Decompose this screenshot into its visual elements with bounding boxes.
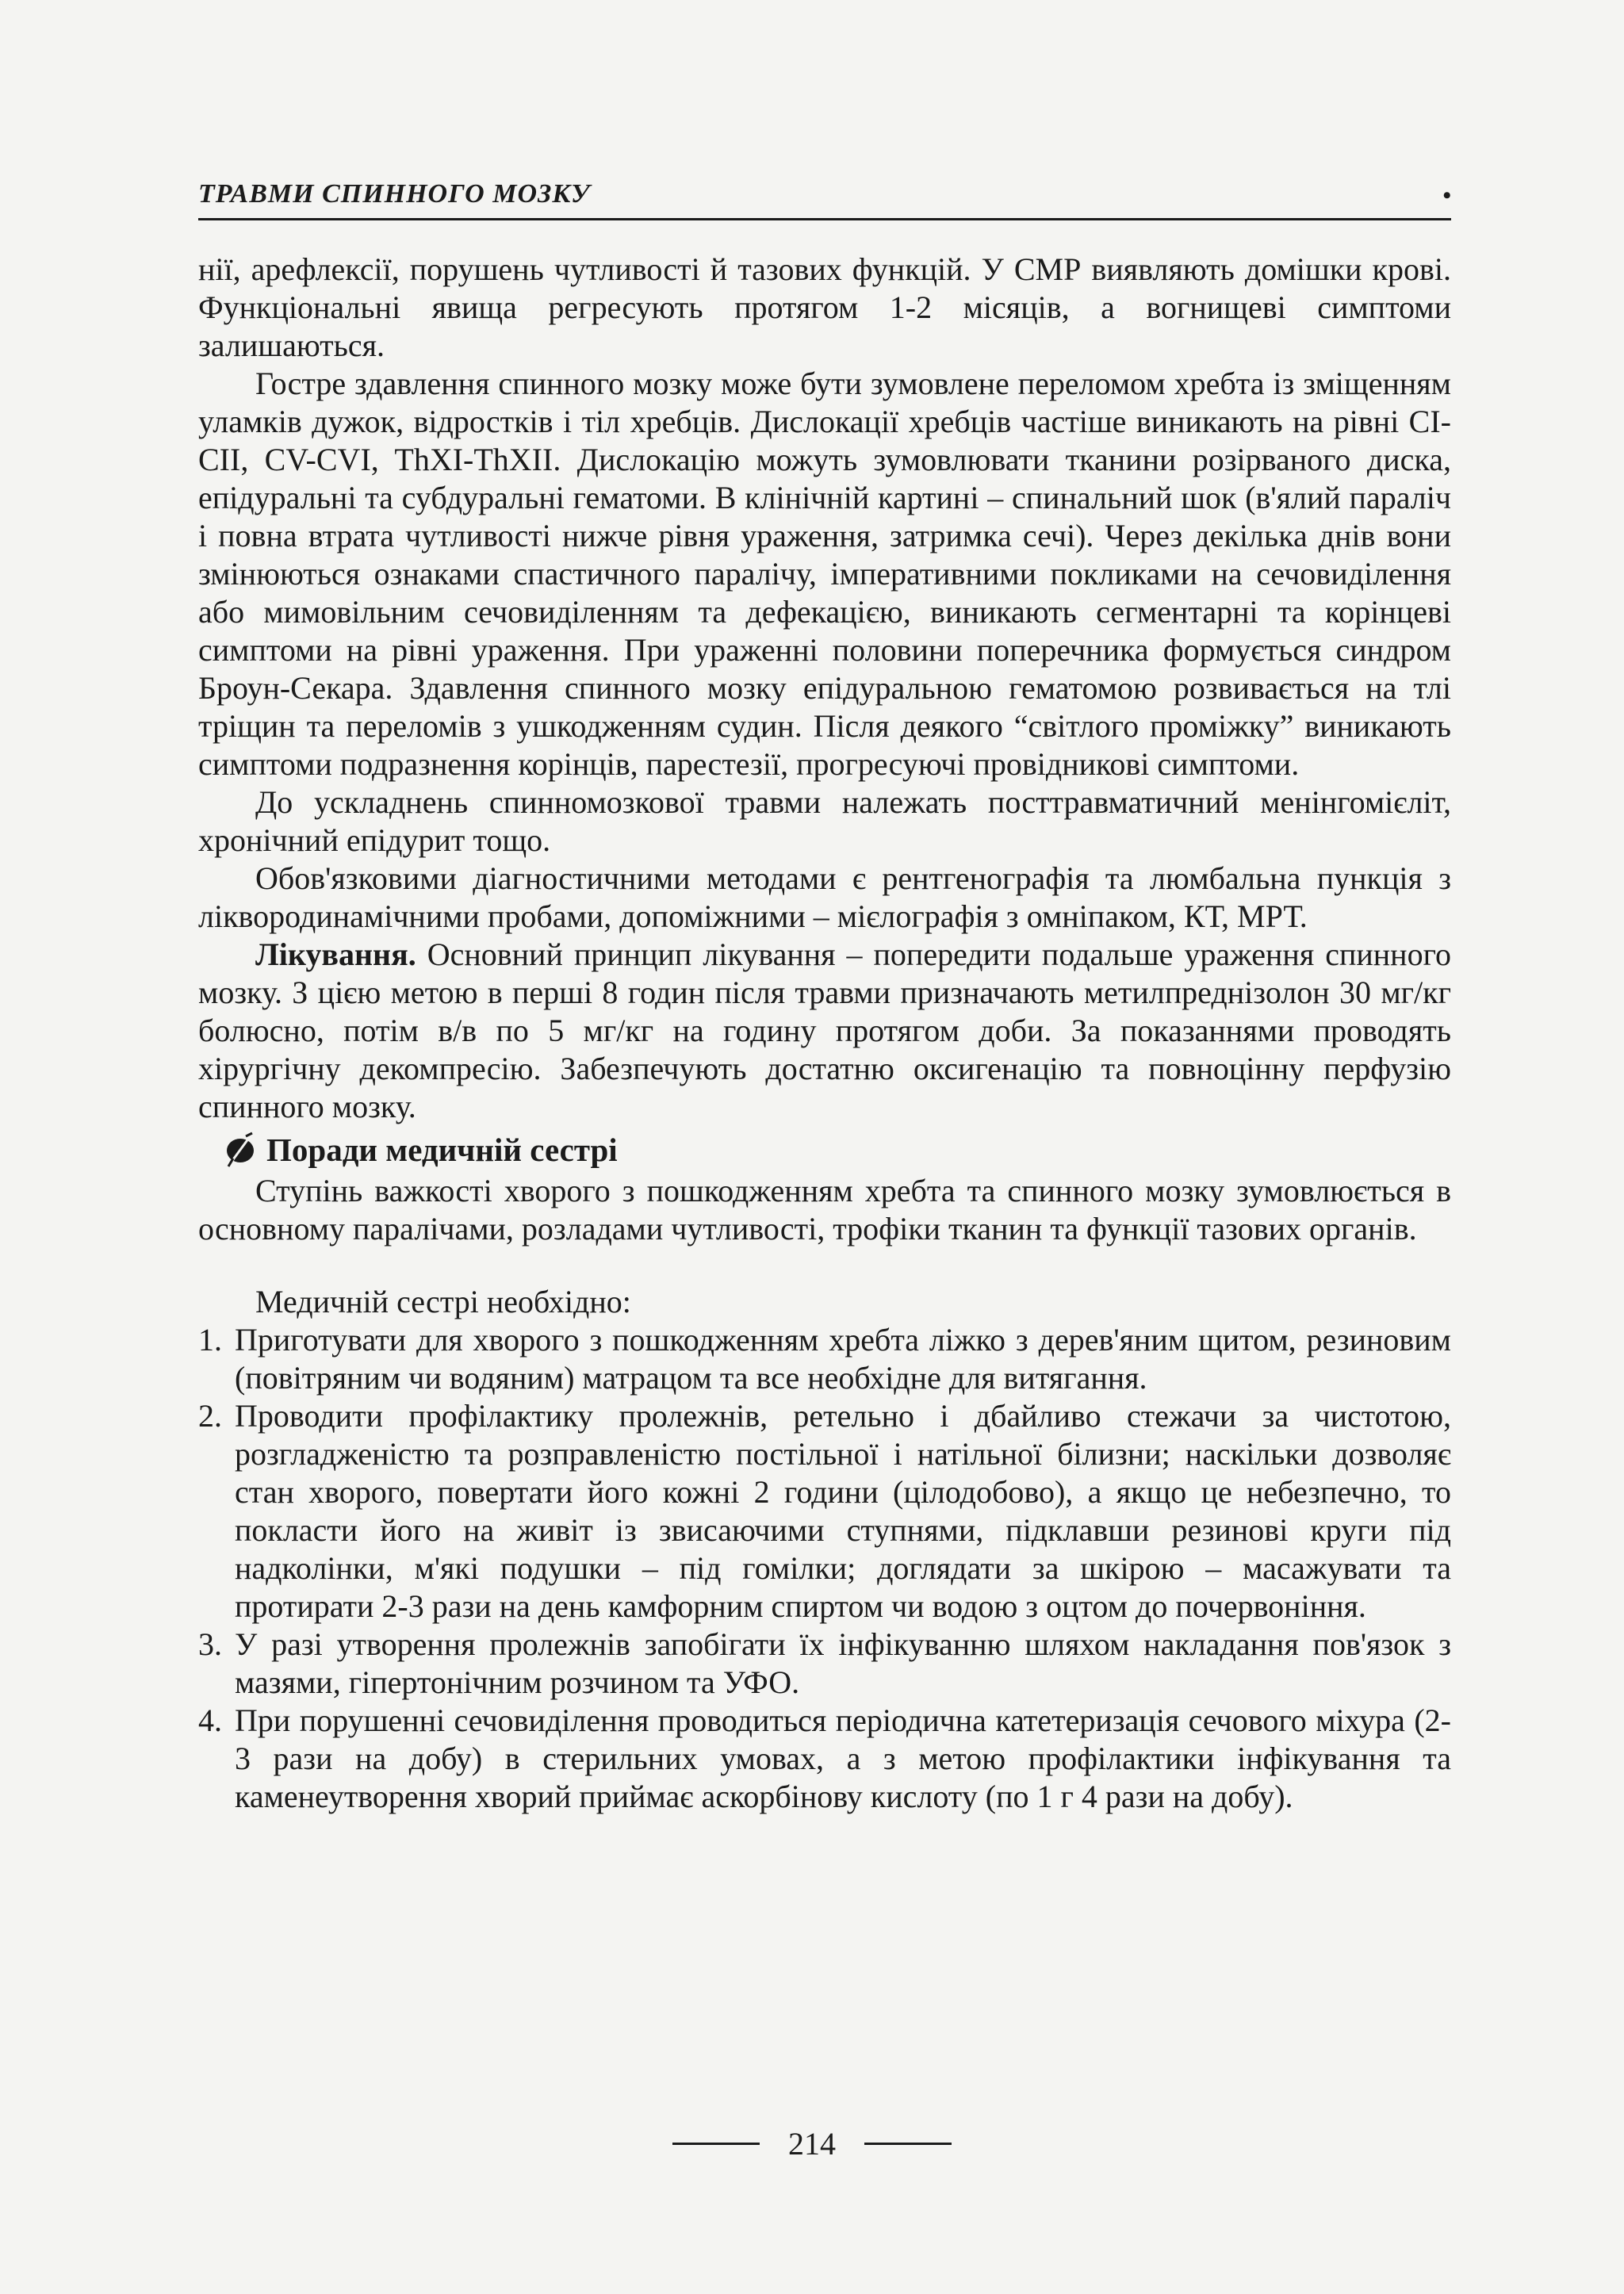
page-body	[198, 251, 1451, 1816]
paragraph-acute-compression: Гостре здавлення спинного мозку може бути зумовлене переломом хребта із зміщенням уламків дужок, відростків і тіл хребців. Дислокації хребців частіше виникають на рівні CI-CII, CV-CVI, ThXI-ThXII. Дислокацію можуть зумовлювати тканини розірваного диска, епідуральні та субдуральні гематоми. В клінічній картині – спинальний шок (в'ялий параліч і повна втрата чутливості нижче рівня ураження, затримка сечі). Через декілька днів вони змінюються ознаками спастичного паралічу, імперативними покликами на сечовиділення або мимовільним сечовиділенням та дефекацією, виникають сегментарні та корінцеві симптоми на рівні ураження. При ураженні половини поперечника формується синдром Броун-Секара. Здавлення спинного мозку епідуральною гематомою розвивається на тлі тріщин та переломів з ушкодженням судин. Після деякого “світлого проміжку” виникають симптоми подразнення корінців, парестезії, прогресуючі провідникові симптоми.	[198, 366, 1451, 782]
list-item-text: У разі утворення пролежнів запобігати їх інфікуванню шляхом накладання пов'язок з мазями, гіпертонічним розчином та УФО.	[235, 1626, 1451, 1700]
list-item	[198, 1702, 1451, 1816]
list-item-number: 2.	[198, 1398, 222, 1434]
header-rule	[198, 218, 1451, 220]
header-marker: •	[1442, 182, 1451, 209]
list-item-text: При порушенні сечовиділення проводиться періодична катетеризація сечового міхура (2-3 рази на добу) в стерильних умовах, а з метою профілактики інфікування та каменеутворення хворий приймає аскорбінову кислоту (по 1 г 4 рази на добу).	[235, 1702, 1451, 1814]
list-item-text: Приготувати для хворого з пошкодженням хребта ліжко з дерев'яним щитом, резиновим (повітряним чи водяним) матрацом та все необхідне для витягання.	[235, 1322, 1451, 1396]
footer-rule-right	[864, 2143, 952, 2145]
task-list	[198, 1321, 1451, 1816]
pen-nib-icon	[222, 1132, 259, 1168]
header-title: ТРАВМИ СПИННОГО МОЗКУ	[198, 179, 591, 209]
spacer	[198, 1248, 1451, 1283]
paragraph-continuation: нії, арефлексії, порушень чутливості й тазових функцій. У СМР виявляють домішки крові. Функціональні явища регресують протягом 1-2 місяців, а вогнищеві симптоми залишаються.	[198, 251, 1451, 363]
section-lead: Медичній сестрі необхідно:	[255, 1284, 631, 1319]
list-item-text: Проводити профілактику пролежнів, ретельно і дбайливо стежачи за чистотою, розгладженістю та розправленістю постільної і натільної білизни; наскільки дозволяє стан хворого, повертати його кожні 2 години (цілодобово), а якщо це небезпечно, то покласти його на живіт із звисаючими ступнями, підклавши резинові круги під надколінки, м'які подушки – під гомілки; доглядати за шкірою – масажувати та протирати 2-3 рази на день камфорним спиртом чи водою з оцтом до почервоніння.	[235, 1398, 1451, 1624]
list-item	[198, 1321, 1451, 1397]
treatment-text: Основний принцип лікування – попередити подальше ураження спинного мозку. З цією метою в перші 8 годин після травми призначають метилпреднізолон 30 мг/кг болюсно, потім в/в по 5 мг/кг на годину протягом доби. За показаннями проводять хірургічну декомпресію. Забезпечують достатню оксигенацію та повноцінну перфузію спинного мозку.	[198, 936, 1451, 1124]
list-item-number: 3.	[198, 1626, 222, 1662]
page-footer	[0, 2125, 1624, 2162]
paragraph-diagnostics: Обов'язковими діагностичними методами є рентгенографія та люмбальна пункція з ліквородинамічними пробами, допоміжними – мієлографія з омніпаком, КТ, МРТ.	[198, 860, 1451, 934]
section-heading	[222, 1131, 1451, 1169]
section-heading-text: Поради медичній сестрі	[266, 1132, 618, 1168]
footer-rule-left	[672, 2143, 760, 2145]
paragraph-complications: До ускладнень спинномозкової травми належать посттравматичний менінгомієліт, хронічний епідурит тощо.	[198, 784, 1451, 858]
list-item	[198, 1626, 1451, 1702]
running-header	[198, 179, 1451, 209]
section-intro: Ступінь важкості хворого з пошкодженням хребта та спинного мозку зумовлюється в основному паралічами, розладами чутливості, трофіки тканин та функції тазових органів.	[198, 1173, 1451, 1247]
page-number: 214	[788, 2126, 836, 2162]
treatment-lead: Лікування.	[255, 936, 416, 972]
paragraph-treatment	[198, 936, 1451, 1126]
list-item	[198, 1397, 1451, 1626]
list-item-number: 1.	[198, 1322, 222, 1358]
list-item-number: 4.	[198, 1702, 222, 1738]
